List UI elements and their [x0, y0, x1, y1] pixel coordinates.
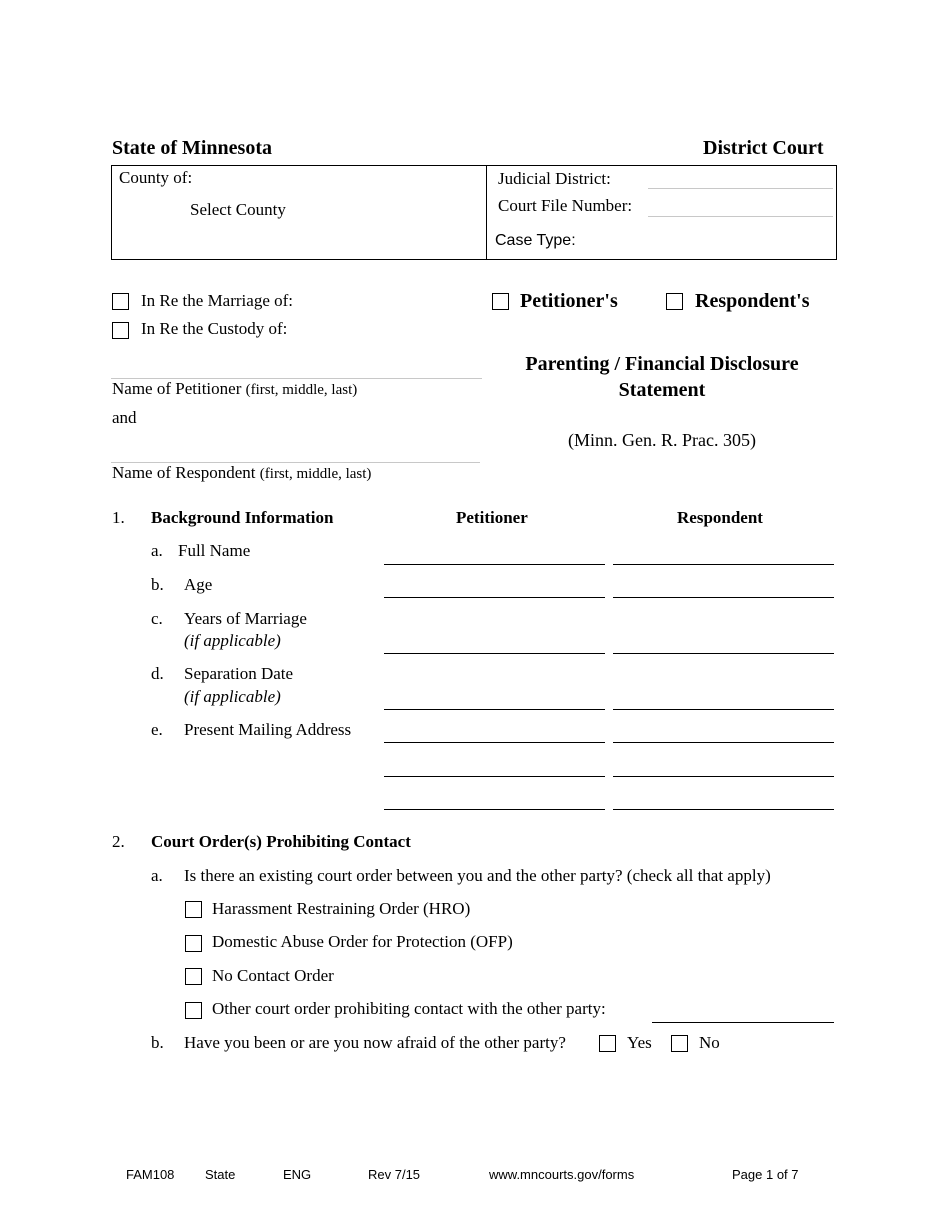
respondent-name-hint: (first, middle, last): [259, 466, 372, 482]
petitioners-label: Petitioner's: [520, 290, 618, 312]
petitioner-name-text: Name of Petitioner: [112, 379, 242, 398]
address-petitioner-field-2[interactable]: [384, 776, 605, 777]
col-petitioner-header: Petitioner: [456, 508, 528, 527]
afraid-yes-checkbox[interactable]: [599, 1035, 616, 1052]
item-d-note: (if applicable): [184, 687, 281, 706]
full-name-respondent-field[interactable]: [613, 564, 834, 565]
other-order-label: Other court order prohibiting contact with the other party:: [212, 999, 606, 1018]
custody-label: In Re the Custody of:: [141, 319, 288, 338]
no-contact-checkbox[interactable]: [185, 968, 202, 985]
full-name-petitioner-field[interactable]: [384, 564, 605, 565]
item-c-note: (if applicable): [184, 631, 281, 650]
county-label: County of:: [119, 168, 193, 187]
form-title-line1: Parenting / Financial Disclosure: [525, 353, 799, 375]
age-petitioner-field[interactable]: [384, 597, 605, 598]
address-respondent-field-3[interactable]: [613, 809, 834, 810]
judicial-district-field[interactable]: [648, 188, 833, 189]
court-file-number-field[interactable]: [648, 216, 833, 217]
county-select[interactable]: Select County: [190, 200, 286, 219]
section1-number: 1.: [112, 508, 125, 527]
item-a-letter: a.: [151, 541, 163, 560]
rule-reference: (Minn. Gen. R. Prac. 305): [568, 430, 756, 450]
section1-heading: Background Information: [151, 508, 334, 527]
court-file-number-label: Court File Number:: [498, 196, 633, 215]
form-title-line2: Statement: [618, 379, 706, 401]
question-a-letter: a.: [151, 866, 163, 885]
footer-form-id: FAM108: [126, 1167, 175, 1182]
item-e-label: Present Mailing Address: [184, 720, 352, 739]
item-d-label: Separation Date: [184, 664, 294, 683]
and-text: and: [112, 408, 137, 427]
address-respondent-field-1[interactable]: [613, 742, 834, 743]
item-c-label: Years of Marriage: [184, 609, 307, 628]
section2-heading: Court Order(s) Prohibiting Contact: [151, 832, 411, 851]
years-marriage-petitioner-field[interactable]: [384, 653, 605, 654]
item-d-letter: d.: [151, 664, 164, 683]
respondent-name-text: Name of Respondent: [112, 463, 256, 482]
petitioner-name-hint: (first, middle, last): [245, 382, 358, 398]
afraid-no-checkbox[interactable]: [671, 1035, 688, 1052]
footer-rev: Rev 7/15: [368, 1167, 421, 1182]
ofp-label: Domestic Abuse Order for Protection (OFP): [212, 932, 513, 951]
footer-state: State: [205, 1167, 236, 1182]
footer-url[interactable]: www.mncourts.gov/forms: [489, 1167, 635, 1182]
age-respondent-field[interactable]: [613, 597, 834, 598]
separation-date-petitioner-field[interactable]: [384, 709, 605, 710]
court-heading: District Court: [703, 137, 824, 159]
other-order-checkbox[interactable]: [185, 1002, 202, 1019]
question-b-text: Have you been or are you now afraid of the other party?: [184, 1033, 566, 1052]
section2-number: 2.: [112, 832, 125, 851]
marriage-checkbox[interactable]: [112, 293, 129, 310]
address-respondent-field-2[interactable]: [613, 776, 834, 777]
case-type-label: Case Type:: [495, 232, 576, 249]
afraid-no-label: No: [699, 1033, 720, 1052]
footer-page: Page 1 of 7: [732, 1167, 799, 1182]
question-a-text: Is there an existing court order between you and the other party? (check all that apply): [184, 866, 771, 885]
respondent-name-label: [112, 463, 371, 483]
item-e-letter: e.: [151, 720, 163, 739]
custody-checkbox[interactable]: [112, 322, 129, 339]
item-b-letter: b.: [151, 575, 164, 594]
afraid-yes-label: Yes: [627, 1033, 652, 1052]
other-order-field[interactable]: [652, 1022, 834, 1023]
hro-label: Harassment Restraining Order (HRO): [212, 899, 471, 918]
ofp-checkbox[interactable]: [185, 935, 202, 952]
respondents-checkbox[interactable]: [666, 293, 683, 310]
marriage-label: In Re the Marriage of:: [141, 291, 293, 310]
judicial-district-label: Judicial District:: [498, 169, 611, 188]
item-a-label: Full Name: [178, 541, 251, 560]
hro-checkbox[interactable]: [185, 901, 202, 918]
footer-lang: ENG: [283, 1167, 312, 1182]
item-c-letter: c.: [151, 609, 163, 628]
question-b-letter: b.: [151, 1033, 164, 1052]
petitioner-name-label: [112, 379, 357, 399]
address-petitioner-field-3[interactable]: [384, 809, 605, 810]
respondents-label: Respondent's: [695, 290, 810, 312]
caption-divider: [486, 165, 487, 260]
separation-date-respondent-field[interactable]: [613, 709, 834, 710]
item-b-label: Age: [184, 575, 213, 594]
petitioners-checkbox[interactable]: [492, 293, 509, 310]
col-respondent-header: Respondent: [677, 508, 763, 527]
address-petitioner-field-1[interactable]: [384, 742, 605, 743]
no-contact-label: No Contact Order: [212, 966, 334, 985]
state-heading: State of Minnesota: [112, 137, 272, 159]
years-marriage-respondent-field[interactable]: [613, 653, 834, 654]
